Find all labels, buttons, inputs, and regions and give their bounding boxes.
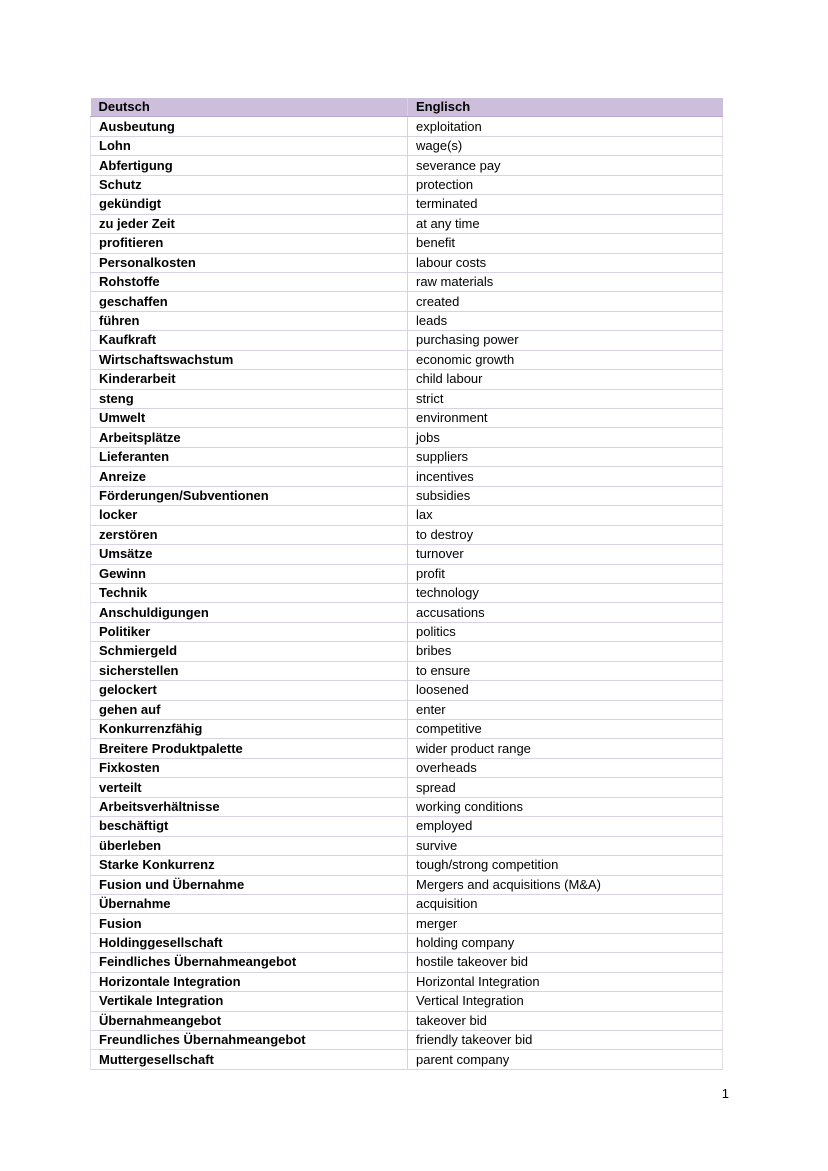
english-term: subsidies: [408, 486, 723, 505]
table-row: [91, 350, 723, 369]
english-term: enter: [408, 700, 723, 719]
english-term: profit: [408, 564, 723, 583]
table-row: [91, 545, 723, 564]
english-term: child labour: [408, 370, 723, 389]
german-term: gehen auf: [91, 700, 408, 719]
german-term: gekündigt: [91, 195, 408, 214]
german-term: Fusion: [91, 914, 408, 933]
table-row: [91, 234, 723, 253]
english-term: benefit: [408, 234, 723, 253]
table-row: [91, 389, 723, 408]
english-term: overheads: [408, 758, 723, 777]
german-term: zu jeder Zeit: [91, 214, 408, 233]
vocabulary-table: [90, 98, 723, 1070]
german-term: Rohstoffe: [91, 272, 408, 291]
german-term: Gewinn: [91, 564, 408, 583]
english-term: survive: [408, 836, 723, 855]
table-row: [91, 894, 723, 913]
english-term: friendly takeover bid: [408, 1031, 723, 1050]
table-row: [91, 506, 723, 525]
english-term: at any time: [408, 214, 723, 233]
column-header-englisch: Englisch: [408, 98, 723, 117]
english-term: exploitation: [408, 117, 723, 136]
table-row: [91, 739, 723, 758]
german-term: Starke Konkurrenz: [91, 856, 408, 875]
english-term: merger: [408, 914, 723, 933]
table-row: [91, 875, 723, 894]
english-term: strict: [408, 389, 723, 408]
english-term: acquisition: [408, 894, 723, 913]
english-term: to destroy: [408, 525, 723, 544]
page-number: 1: [721, 1086, 729, 1101]
german-term: beschäftigt: [91, 817, 408, 836]
german-term: Technik: [91, 583, 408, 602]
table-row: [91, 156, 723, 175]
german-term: Fixkosten: [91, 758, 408, 777]
table-row: [91, 117, 723, 136]
table-row: [91, 778, 723, 797]
german-term: Umwelt: [91, 409, 408, 428]
german-term: Politiker: [91, 622, 408, 641]
english-term: purchasing power: [408, 331, 723, 350]
table-row: [91, 467, 723, 486]
table-row: [91, 253, 723, 272]
english-term: economic growth: [408, 350, 723, 369]
german-term: Anschuldigungen: [91, 603, 408, 622]
column-header-deutsch: Deutsch: [91, 98, 408, 117]
german-term: Abfertigung: [91, 156, 408, 175]
table-row: [91, 681, 723, 700]
table-row: [91, 972, 723, 991]
english-term: raw materials: [408, 272, 723, 291]
table-row: [91, 914, 723, 933]
header-row: [91, 98, 723, 117]
english-term: Horizontal Integration: [408, 972, 723, 991]
english-term: working conditions: [408, 797, 723, 816]
english-term: parent company: [408, 1050, 723, 1069]
table-row: [91, 292, 723, 311]
table-row: [91, 583, 723, 602]
table-row: [91, 953, 723, 972]
english-term: spread: [408, 778, 723, 797]
german-term: Lohn: [91, 136, 408, 155]
english-term: holding company: [408, 933, 723, 952]
german-term: Förderungen/Subventionen: [91, 486, 408, 505]
table-row: [91, 486, 723, 505]
table-row: [91, 195, 723, 214]
table-row: [91, 136, 723, 155]
table-row: [91, 661, 723, 680]
table-row: [91, 642, 723, 661]
english-term: employed: [408, 817, 723, 836]
german-term: locker: [91, 506, 408, 525]
english-term: severance pay: [408, 156, 723, 175]
table-row: [91, 1011, 723, 1030]
english-term: Vertical Integration: [408, 992, 723, 1011]
german-term: Personalkosten: [91, 253, 408, 272]
table-row: [91, 272, 723, 291]
table-row: [91, 817, 723, 836]
english-term: takeover bid: [408, 1011, 723, 1030]
english-term: turnover: [408, 545, 723, 564]
english-term: bribes: [408, 642, 723, 661]
german-term: Umsätze: [91, 545, 408, 564]
german-term: steng: [91, 389, 408, 408]
table-row: [91, 933, 723, 952]
table-header: [91, 98, 723, 117]
table-row: [91, 1031, 723, 1050]
table-body: [91, 117, 723, 1069]
table-row: [91, 175, 723, 194]
english-term: wider product range: [408, 739, 723, 758]
german-term: Breitere Produktpalette: [91, 739, 408, 758]
table-row: [91, 622, 723, 641]
german-term: Kinderarbeit: [91, 370, 408, 389]
german-term: gelockert: [91, 681, 408, 700]
english-term: lax: [408, 506, 723, 525]
table-row: [91, 992, 723, 1011]
table-row: [91, 720, 723, 739]
german-term: Wirtschaftswachstum: [91, 350, 408, 369]
table-row: [91, 758, 723, 777]
german-term: Lieferanten: [91, 447, 408, 466]
english-term: Mergers and acquisitions (M&A): [408, 875, 723, 894]
german-term: profitieren: [91, 234, 408, 253]
german-term: zerstören: [91, 525, 408, 544]
german-term: Vertikale Integration: [91, 992, 408, 1011]
english-term: loosened: [408, 681, 723, 700]
german-term: verteilt: [91, 778, 408, 797]
english-term: incentives: [408, 467, 723, 486]
german-term: Übernahme: [91, 894, 408, 913]
german-term: sicherstellen: [91, 661, 408, 680]
table-row: [91, 797, 723, 816]
german-term: Ausbeutung: [91, 117, 408, 136]
table-row: [91, 1050, 723, 1069]
table-row: [91, 370, 723, 389]
german-term: Feindliches Übernahmeangebot: [91, 953, 408, 972]
english-term: tough/strong competition: [408, 856, 723, 875]
table-row: [91, 700, 723, 719]
english-term: protection: [408, 175, 723, 194]
table-row: [91, 311, 723, 330]
german-term: führen: [91, 311, 408, 330]
german-term: Arbeitsverhältnisse: [91, 797, 408, 816]
english-term: environment: [408, 409, 723, 428]
table-row: [91, 525, 723, 544]
german-term: Holdinggesellschaft: [91, 933, 408, 952]
german-term: geschaffen: [91, 292, 408, 311]
table-row: [91, 603, 723, 622]
table-row: [91, 447, 723, 466]
table-row: [91, 428, 723, 447]
english-term: accusations: [408, 603, 723, 622]
table-row: [91, 409, 723, 428]
german-term: Anreize: [91, 467, 408, 486]
german-term: Arbeitsplätze: [91, 428, 408, 447]
german-term: Muttergesellschaft: [91, 1050, 408, 1069]
german-term: Übernahmeangebot: [91, 1011, 408, 1030]
english-term: created: [408, 292, 723, 311]
english-term: labour costs: [408, 253, 723, 272]
table-row: [91, 856, 723, 875]
english-term: politics: [408, 622, 723, 641]
german-term: Horizontale Integration: [91, 972, 408, 991]
english-term: to ensure: [408, 661, 723, 680]
table-row: [91, 331, 723, 350]
english-term: competitive: [408, 720, 723, 739]
german-term: Konkurrenzfähig: [91, 720, 408, 739]
german-term: Kaufkraft: [91, 331, 408, 350]
german-term: Schmiergeld: [91, 642, 408, 661]
table-row: [91, 564, 723, 583]
table-row: [91, 836, 723, 855]
german-term: Schutz: [91, 175, 408, 194]
english-term: wage(s): [408, 136, 723, 155]
english-term: jobs: [408, 428, 723, 447]
english-term: terminated: [408, 195, 723, 214]
german-term: überleben: [91, 836, 408, 855]
table-row: [91, 214, 723, 233]
german-term: Fusion und Übernahme: [91, 875, 408, 894]
english-term: leads: [408, 311, 723, 330]
english-term: suppliers: [408, 447, 723, 466]
english-term: technology: [408, 583, 723, 602]
english-term: hostile takeover bid: [408, 953, 723, 972]
german-term: Freundliches Übernahmeangebot: [91, 1031, 408, 1050]
